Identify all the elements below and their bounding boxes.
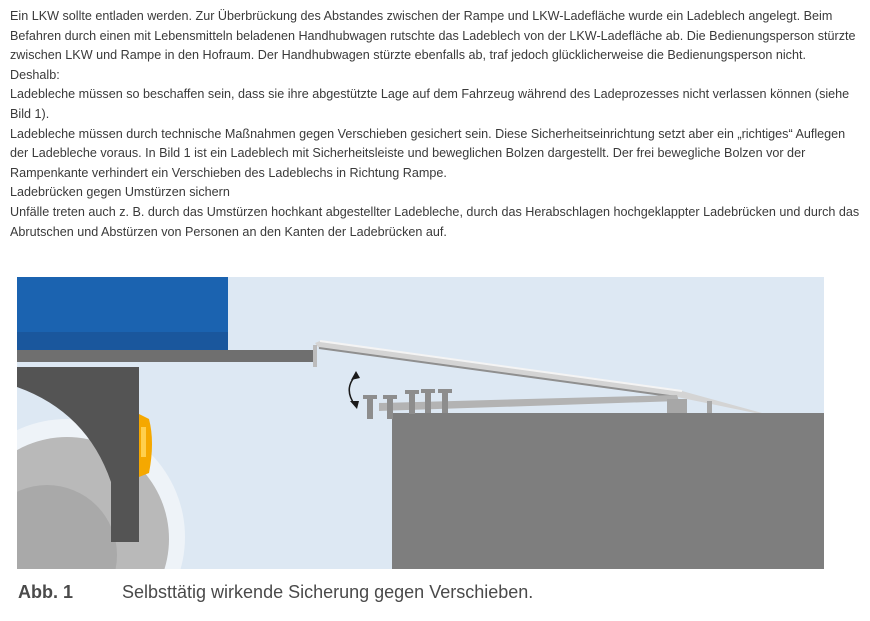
paragraph-deshalb: Deshalb: <box>10 67 60 82</box>
truck-body-shade <box>17 332 228 350</box>
caption-text: Selbsttätig wirkende Sicherung gegen Verschieben. <box>122 582 534 602</box>
paragraph-position: Ladebleche müssen so beschaffen sein, dass sie ihre abgestützte Lage auf dem Fahrzeug während des Ladeprozesses nicht verlassen können (siehe Bild 1). <box>10 87 850 121</box>
paragraph-accidents: Unfälle treten auch z. B. durch das Umstürzen hochkant abgestellter Ladebleche, durch das Herabschlagen hochgeklappter Ladebrücken und durch das Abrutschen und Abstürzen von Personen an den Kanten der Ladebrücken auf. <box>10 204 860 239</box>
truck-light-glare <box>141 427 146 457</box>
plate-hook <box>313 345 317 367</box>
truck-floor <box>17 350 315 362</box>
article-text <box>10 7 865 242</box>
figure-caption <box>18 582 533 603</box>
figure-loading-plate <box>17 277 824 569</box>
loading-plate-illustration <box>17 277 824 569</box>
plate-support <box>667 399 687 413</box>
plate-support-leg <box>707 401 712 413</box>
paragraph-subheading: Ladebrücken gegen Umstürzen sichern <box>10 185 230 200</box>
caption-label: Abb. 1 <box>18 582 74 602</box>
loading-ramp <box>392 413 824 569</box>
paragraph-incident: Ein LKW sollte entladen werden. Zur Überbrückung des Abstandes zwischen der Rampe und LKW-Ladefläche wurde ein Ladeblech angelegt. Beim Befahren durch einen mit Lebensmitteln beladenen Handhubwagen rutschte das Ladeblech von der LKW-Ladefläche ab. Die Bedienungsperson stürzte zwischen LKW und Rampe in den Hofraum. Der Handhubwagen stürzte ebenfalls ab, traf jedoch glücklicherweise die Bedienungsperson nicht. <box>10 9 856 63</box>
paragraph-securing: Ladebleche müssen durch technische Maßnahmen gegen Verschieben gesichert sein. Diese Sicherheitseinrichtung setzt aber ein „richtiges“ Auflegen der Ladebleche voraus. In Bild 1 ist ein Ladeblech mit Sicherheitsleiste und beweglichen Bolzen dargestellt. Der frei bewegliche Bolzen vor der Rampenkante verhindert ein Verschieben des Ladeblechs in Richtung Rampe. <box>10 126 846 180</box>
